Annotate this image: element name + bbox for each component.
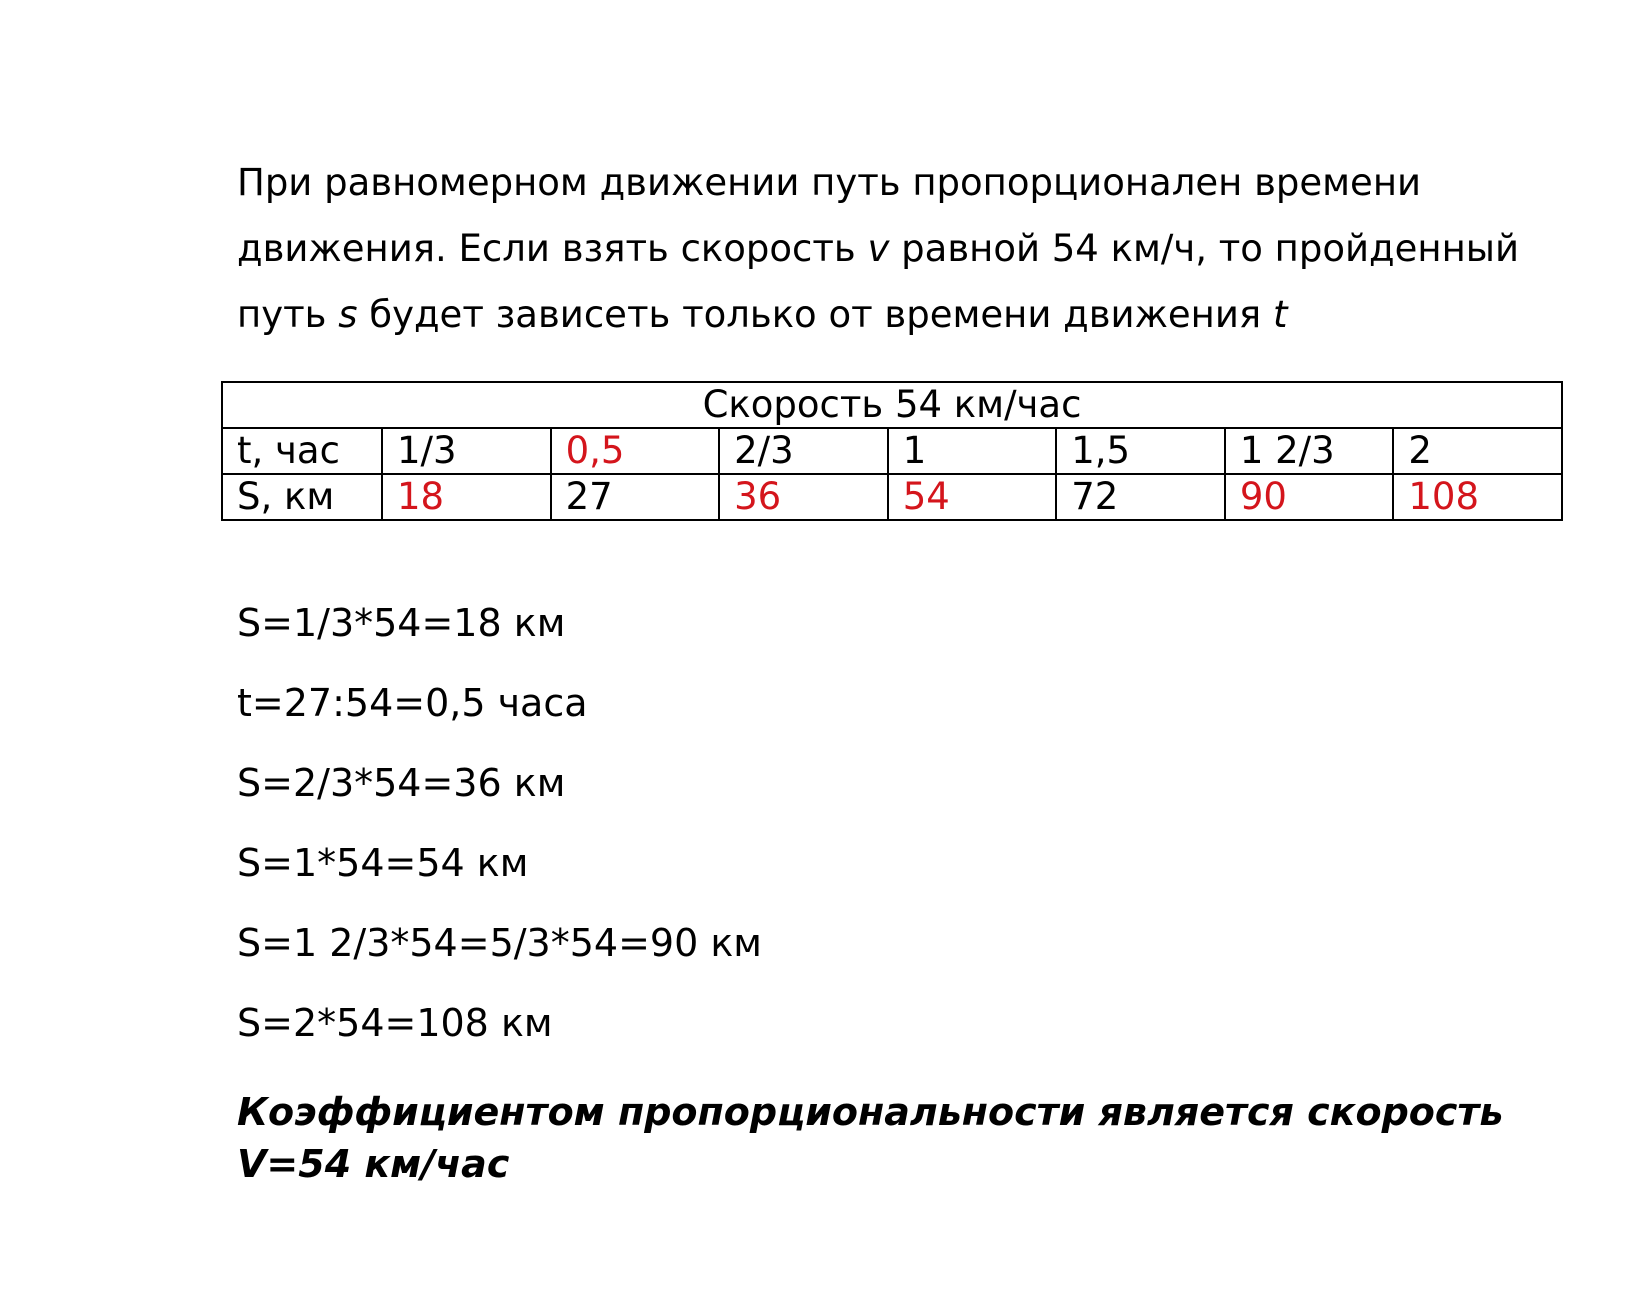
intro-line-2: движения. Если взять скорость v равной 54 км/ч, то пройденный xyxy=(237,227,1520,270)
calculation-line: t=27:54=0,5 часа xyxy=(237,681,588,725)
variable-v: v xyxy=(867,227,890,270)
intro-line-3: путь s будет зависеть только от времени движения t xyxy=(237,293,1288,336)
row-label-time: t, час xyxy=(222,428,382,474)
speed-table xyxy=(221,381,1563,521)
row-label-distance: S, км xyxy=(222,474,382,520)
time-cell: 2/3 xyxy=(719,428,888,474)
distance-cell: 18 xyxy=(382,474,551,520)
calculation-line: S=1 2/3*54=5/3*54=90 км xyxy=(237,921,762,965)
calculation-line: S=1*54=54 км xyxy=(237,841,529,885)
time-cell: 2 xyxy=(1393,428,1562,474)
variable-s: s xyxy=(338,293,358,336)
conclusion-line-1: Коэффициентом пропорциональности является скорость xyxy=(237,1090,1504,1134)
calculation-line: S=1/3*54=18 км xyxy=(237,601,566,645)
time-cell: 0,5 xyxy=(551,428,720,474)
conclusion-line-2: V=54 км/час xyxy=(237,1142,510,1186)
distance-cell: 72 xyxy=(1056,474,1225,520)
time-cell: 1 xyxy=(888,428,1057,474)
distance-cell: 90 xyxy=(1225,474,1394,520)
time-cell: 1/3 xyxy=(382,428,551,474)
table-row-time xyxy=(222,428,1562,474)
calculations xyxy=(237,600,762,1080)
distance-cell: 108 xyxy=(1393,474,1562,520)
calculation-line: S=2/3*54=36 км xyxy=(237,761,566,805)
table-row-distance xyxy=(222,474,1562,520)
distance-cell: 27 xyxy=(551,474,720,520)
table-caption: Скорость 54 км/час xyxy=(222,382,1562,428)
calculation-line: S=2*54=108 км xyxy=(237,1001,553,1045)
time-cell: 1,5 xyxy=(1056,428,1225,474)
intro-line-1: При равномерном движении путь пропорционален времени xyxy=(237,161,1422,204)
distance-cell: 54 xyxy=(888,474,1057,520)
time-cell: 1 2/3 xyxy=(1225,428,1394,474)
conclusion xyxy=(237,1086,1577,1190)
distance-cell: 36 xyxy=(719,474,888,520)
variable-t: t xyxy=(1272,293,1288,336)
table-caption-row xyxy=(222,382,1562,428)
intro-text xyxy=(237,150,1567,348)
